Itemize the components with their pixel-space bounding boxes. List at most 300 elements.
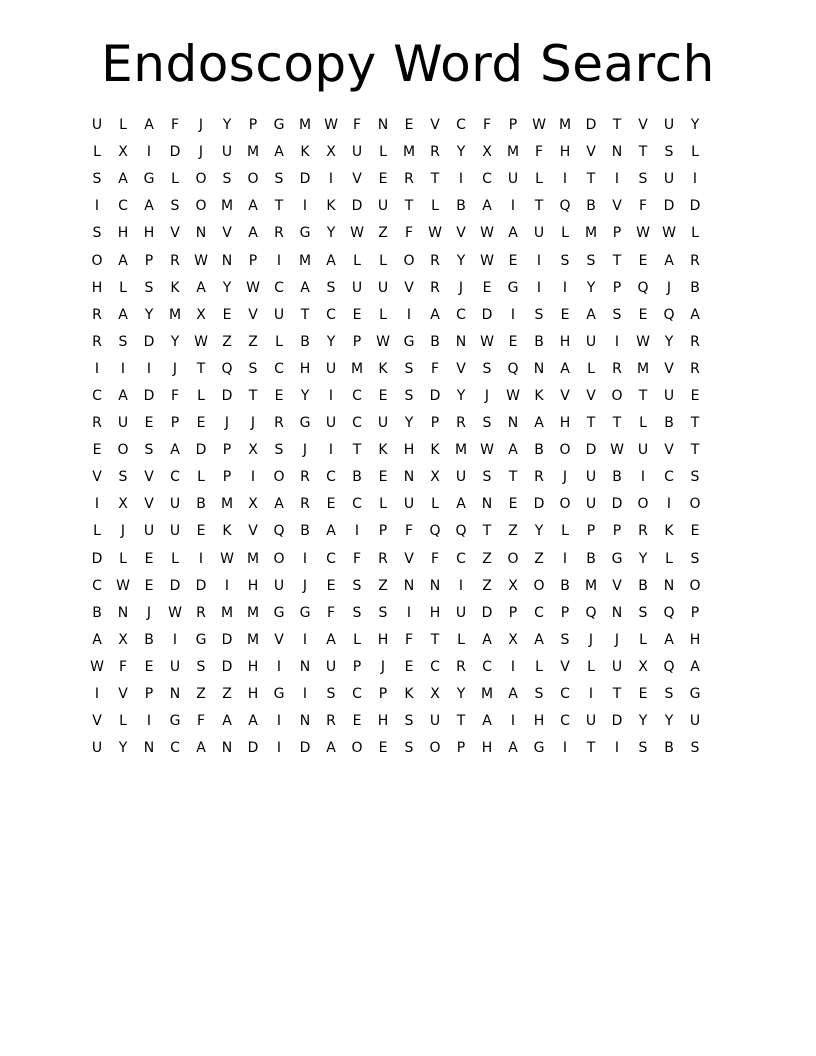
grid-letter: Y (456, 387, 466, 404)
grid-letter: N (403, 469, 415, 486)
grid-letter: V (222, 225, 232, 242)
grid-letter: M (636, 360, 650, 377)
grid-letter: J (666, 279, 672, 296)
grid-letter: T (586, 171, 596, 188)
grid-letter: S (482, 360, 492, 377)
grid-letter: S (274, 171, 284, 188)
grid-letter: S (404, 740, 414, 757)
grid-letter: N (403, 577, 415, 594)
grid-letter: T (274, 198, 284, 215)
grid-letter: B (300, 523, 310, 540)
grid-letter: E (404, 117, 414, 134)
grid-letter: D (169, 144, 181, 161)
grid-letter: J (198, 144, 204, 161)
grid-letter: H (533, 713, 545, 730)
grid-letter: W (662, 225, 676, 242)
grid-letter: Y (456, 144, 466, 161)
grid-letter: A (222, 713, 232, 730)
grid-letter: R (274, 225, 284, 242)
grid-letter: R (404, 171, 414, 188)
grid-letter: U (663, 117, 675, 134)
grid-letter: S (690, 550, 700, 567)
grid-letter: V (430, 117, 440, 134)
grid-row (84, 356, 734, 383)
grid-letter: E (326, 577, 336, 594)
grid-letter: V (118, 686, 128, 703)
grid-letter: M (220, 604, 234, 621)
grid-letter: A (196, 279, 206, 296)
grid-letter: Q (585, 604, 597, 621)
grid-letter: N (611, 604, 623, 621)
grid-letter: T (586, 415, 596, 432)
grid-letter: S (222, 171, 232, 188)
grid-letter: R (456, 415, 466, 432)
grid-letter: U (351, 144, 363, 161)
grid-letter: S (118, 469, 128, 486)
grid-letter: Z (482, 577, 492, 594)
grid-letter: G (195, 631, 207, 648)
grid-letter: N (507, 415, 519, 432)
grid-letter: P (144, 252, 154, 269)
grid-letter: D (663, 198, 675, 215)
grid-letter: I (146, 144, 152, 161)
grid-letter: D (585, 117, 597, 134)
grid-letter: R (300, 469, 310, 486)
grid-letter: I (146, 360, 152, 377)
grid-letter: A (482, 713, 492, 730)
grid-letter: P (508, 604, 518, 621)
grid-letter: C (352, 686, 362, 703)
grid-letter: W (610, 442, 624, 459)
grid-letter: F (170, 387, 180, 404)
grid-letter: A (274, 496, 284, 513)
grid-letter: Z (222, 333, 232, 350)
grid-letter: C (92, 577, 102, 594)
grid-row (84, 735, 734, 762)
grid-letter: C (482, 171, 492, 188)
grid-letter: J (146, 604, 152, 621)
grid-letter: Q (221, 360, 233, 377)
grid-letter: R (92, 306, 102, 323)
grid-letter: O (273, 469, 285, 486)
grid-letter: A (144, 198, 154, 215)
grid-letter: U (663, 171, 675, 188)
grid-letter: A (664, 252, 674, 269)
grid-letter: R (690, 333, 700, 350)
grid-letter: H (247, 577, 259, 594)
grid-letter: S (196, 658, 206, 675)
grid-letter: X (326, 144, 336, 161)
grid-letter: J (302, 577, 308, 594)
grid-letter: A (196, 740, 206, 757)
grid-letter: W (636, 225, 650, 242)
grid-letter: U (637, 442, 649, 459)
grid-letter: O (247, 171, 259, 188)
grid-letter: A (326, 523, 336, 540)
grid-letter: P (248, 252, 258, 269)
grid-letter: C (456, 117, 466, 134)
grid-letter: V (586, 144, 596, 161)
grid-letter: S (638, 740, 648, 757)
grid-letter: A (508, 442, 518, 459)
grid-letter: T (430, 171, 440, 188)
grid-letter: A (170, 442, 180, 459)
grid-letter: U (585, 713, 597, 730)
grid-letter: R (534, 469, 544, 486)
grid-letter: I (120, 360, 126, 377)
grid-letter: W (480, 333, 494, 350)
grid-letter: V (664, 442, 674, 459)
grid-letter: L (93, 523, 101, 540)
grid-letter: A (326, 631, 336, 648)
grid-letter: S (664, 144, 674, 161)
grid-letter: V (404, 550, 414, 567)
grid-letter: U (169, 496, 181, 513)
grid-letter: V (404, 279, 414, 296)
grid-letter: W (428, 225, 442, 242)
grid-letter: G (273, 686, 285, 703)
grid-letter: P (612, 279, 622, 296)
grid-letter: L (119, 279, 127, 296)
grid-letter: V (92, 469, 102, 486)
grid-letter: T (300, 306, 310, 323)
grid-letter: F (352, 550, 362, 567)
grid-letter: I (562, 740, 568, 757)
grid-letter: V (456, 225, 466, 242)
grid-letter: A (118, 387, 128, 404)
grid-letter: C (170, 469, 180, 486)
grid-letter: B (612, 469, 622, 486)
grid-letter: M (584, 577, 598, 594)
grid-letter: H (403, 442, 415, 459)
grid-letter: J (172, 360, 178, 377)
grid-letter: X (248, 496, 258, 513)
grid-letter: O (533, 577, 545, 594)
grid-letter: H (559, 144, 571, 161)
grid-letter: G (507, 279, 519, 296)
grid-letter: C (170, 740, 180, 757)
grid-letter: L (639, 631, 647, 648)
grid-letter: I (250, 469, 256, 486)
grid-letter: W (376, 333, 390, 350)
grid-letter: S (482, 469, 492, 486)
grid-letter: T (638, 144, 648, 161)
grid-letter: U (507, 171, 519, 188)
grid-letter: F (430, 550, 440, 567)
grid-letter: X (118, 631, 128, 648)
grid-letter: C (274, 279, 284, 296)
grid-letter: C (274, 360, 284, 377)
grid-letter: W (194, 252, 208, 269)
grid-letter: Z (222, 686, 232, 703)
grid-letter: E (274, 387, 284, 404)
grid-letter: Y (404, 415, 414, 432)
grid-letter: L (587, 658, 595, 675)
grid-letter: E (508, 496, 518, 513)
grid-letter: U (273, 306, 285, 323)
grid-letter: U (351, 279, 363, 296)
grid-letter: L (379, 306, 387, 323)
grid-letter: U (221, 144, 233, 161)
grid-letter: W (506, 387, 520, 404)
grid-letter: L (561, 225, 569, 242)
grid-letter: P (586, 523, 596, 540)
grid-letter: J (120, 523, 126, 540)
grid-letter: P (248, 117, 258, 134)
grid-letter: I (458, 577, 464, 594)
grid-letter: C (352, 387, 362, 404)
grid-letter: S (378, 604, 388, 621)
grid-letter: I (692, 171, 698, 188)
grid-letter: I (510, 306, 516, 323)
grid-letter: E (638, 686, 648, 703)
grid-letter: S (326, 686, 336, 703)
grid-letter: F (118, 658, 128, 675)
grid-letter: O (637, 496, 649, 513)
grid-row (84, 329, 734, 356)
grid-letter: S (638, 604, 648, 621)
grid-letter: M (298, 117, 312, 134)
grid-letter: Z (534, 550, 544, 567)
grid-letter: I (614, 171, 620, 188)
grid-letter: C (456, 306, 466, 323)
grid-letter: F (404, 225, 414, 242)
grid-row (84, 573, 734, 600)
grid-letter: A (534, 631, 544, 648)
grid-letter: H (481, 740, 493, 757)
grid-letter: D (195, 577, 207, 594)
grid-letter: L (197, 387, 205, 404)
grid-letter: A (300, 279, 310, 296)
grid-letter: L (119, 713, 127, 730)
grid-letter: N (221, 252, 233, 269)
grid-letter: D (221, 387, 233, 404)
grid-letter: Y (326, 333, 336, 350)
grid-letter: W (194, 333, 208, 350)
grid-letter: I (510, 198, 516, 215)
grid-letter: U (273, 577, 285, 594)
grid-letter: I (562, 171, 568, 188)
grid-row (84, 491, 734, 518)
grid-letter: A (144, 117, 154, 134)
grid-letter: G (273, 604, 285, 621)
grid-letter: Y (118, 740, 128, 757)
grid-letter: C (352, 496, 362, 513)
grid-letter: E (482, 279, 492, 296)
grid-letter: X (482, 144, 492, 161)
grid-letter: G (299, 604, 311, 621)
grid-letter: K (664, 523, 674, 540)
grid-letter: U (689, 713, 701, 730)
grid-letter: Y (664, 333, 674, 350)
grid-row (84, 302, 734, 329)
grid-row (84, 410, 734, 437)
grid-letter: P (456, 740, 466, 757)
grid-letter: E (352, 306, 362, 323)
grid-letter: D (221, 658, 233, 675)
grid-letter: S (118, 333, 128, 350)
grid-letter: V (144, 496, 154, 513)
grid-letter: M (220, 198, 234, 215)
grid-letter: A (586, 306, 596, 323)
grid-letter: I (302, 198, 308, 215)
grid-row (84, 627, 734, 654)
grid-letter: D (533, 496, 545, 513)
grid-letter: R (612, 360, 622, 377)
grid-letter: I (588, 686, 594, 703)
grid-letter: N (195, 225, 207, 242)
grid-letter: N (169, 686, 181, 703)
grid-letter: M (246, 604, 260, 621)
grid-letter: L (431, 198, 439, 215)
grid-letter: S (664, 686, 674, 703)
grid-letter: Q (559, 198, 571, 215)
grid-letter: R (92, 415, 102, 432)
grid-letter: M (246, 631, 260, 648)
grid-letter: K (430, 442, 440, 459)
grid-letter: V (560, 658, 570, 675)
grid-letter: E (508, 333, 518, 350)
grid-letter: N (481, 496, 493, 513)
grid-letter: S (352, 604, 362, 621)
grid-letter: A (664, 631, 674, 648)
grid-letter: Y (690, 117, 700, 134)
grid-letter: R (430, 279, 440, 296)
grid-letter: W (350, 225, 364, 242)
grid-letter: L (691, 225, 699, 242)
grid-letter: X (248, 442, 258, 459)
grid-letter: M (584, 225, 598, 242)
grid-letter: X (430, 469, 440, 486)
grid-row (84, 139, 734, 166)
grid-letter: O (351, 740, 363, 757)
grid-letter: O (195, 171, 207, 188)
grid-letter: F (638, 198, 648, 215)
grid-letter: S (534, 306, 544, 323)
grid-letter: I (224, 577, 230, 594)
grid-letter: D (611, 713, 623, 730)
grid-letter: Y (638, 550, 648, 567)
grid-letter: L (379, 144, 387, 161)
grid-letter: V (586, 387, 596, 404)
grid-letter: S (274, 442, 284, 459)
grid-row (84, 654, 734, 681)
grid-letter: T (482, 523, 492, 540)
grid-letter: D (481, 604, 493, 621)
grid-letter: U (585, 469, 597, 486)
grid-letter: O (91, 252, 103, 269)
grid-letter: A (560, 360, 570, 377)
grid-letter: U (169, 658, 181, 675)
grid-letter: T (690, 415, 700, 432)
grid-letter: E (144, 550, 154, 567)
grid-letter: Z (248, 333, 258, 350)
grid-letter: P (690, 604, 700, 621)
grid-letter: S (92, 225, 102, 242)
grid-letter: K (378, 442, 388, 459)
grid-letter: V (274, 631, 284, 648)
grid-row (84, 247, 734, 274)
grid-letter: C (534, 604, 544, 621)
grid-letter: W (168, 604, 182, 621)
grid-letter: T (612, 686, 622, 703)
grid-letter: V (144, 469, 154, 486)
grid-letter: R (326, 713, 336, 730)
grid-row (84, 464, 734, 491)
grid-letter: S (326, 279, 336, 296)
grid-letter: C (326, 469, 336, 486)
grid-letter: W (324, 117, 338, 134)
grid-letter: G (689, 686, 701, 703)
grid-letter: A (248, 198, 258, 215)
grid-letter: L (275, 333, 283, 350)
grid-letter: W (90, 658, 104, 675)
grid-letter: Q (429, 523, 441, 540)
grid-letter: N (611, 144, 623, 161)
grid-letter: E (222, 306, 232, 323)
grid-letter: A (456, 496, 466, 513)
grid-letter: K (326, 198, 336, 215)
grid-letter: N (117, 604, 129, 621)
grid-row (84, 193, 734, 220)
grid-letter: A (430, 306, 440, 323)
grid-letter: Q (507, 360, 519, 377)
grid-letter: R (638, 523, 648, 540)
grid-letter: M (454, 442, 468, 459)
grid-row (84, 437, 734, 464)
grid-letter: A (508, 225, 518, 242)
grid-letter: A (92, 631, 102, 648)
grid-letter: S (612, 306, 622, 323)
grid-letter: N (533, 360, 545, 377)
grid-letter: O (559, 442, 571, 459)
grid-letter: J (302, 442, 308, 459)
grid-letter: N (143, 740, 155, 757)
grid-letter: F (534, 144, 544, 161)
grid-letter: Z (378, 225, 388, 242)
grid-letter: I (536, 279, 542, 296)
grid-letter: L (379, 496, 387, 513)
grid-letter: B (664, 740, 674, 757)
grid-letter: L (665, 550, 673, 567)
grid-letter: R (300, 496, 310, 513)
grid-letter: G (299, 225, 311, 242)
grid-letter: S (404, 713, 414, 730)
grid-letter: D (611, 496, 623, 513)
grid-letter: A (482, 631, 492, 648)
grid-letter: R (690, 252, 700, 269)
grid-letter: T (612, 415, 622, 432)
grid-letter: J (588, 631, 594, 648)
grid-letter: O (507, 550, 519, 567)
grid-letter: B (456, 198, 466, 215)
grid-letter: T (248, 387, 258, 404)
grid-letter: C (118, 198, 128, 215)
grid-letter: X (638, 658, 648, 675)
grid-letter: I (328, 171, 334, 188)
grid-letter: I (276, 658, 282, 675)
grid-letter: V (638, 117, 648, 134)
grid-letter: P (508, 117, 518, 134)
grid-letter: Q (663, 306, 675, 323)
grid-letter: P (378, 523, 388, 540)
grid-letter: J (562, 469, 568, 486)
grid-letter: U (325, 360, 337, 377)
grid-row (84, 546, 734, 573)
grid-letter: I (302, 686, 308, 703)
grid-letter: A (248, 713, 258, 730)
grid-letter: C (326, 306, 336, 323)
